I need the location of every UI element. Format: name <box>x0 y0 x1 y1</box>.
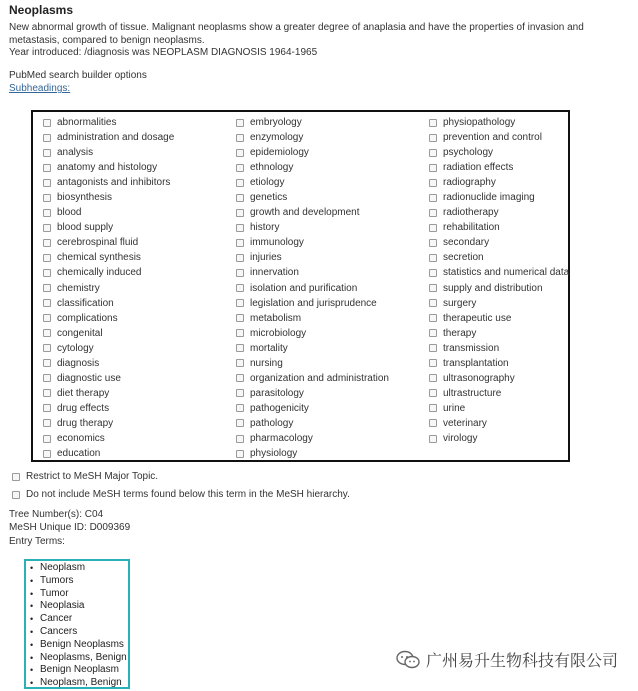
subheading-option[interactable] <box>43 235 174 250</box>
entry-term: • Neoplasm <box>40 562 128 575</box>
subheading-checkbox[interactable] <box>429 119 437 127</box>
subheading-option[interactable] <box>429 416 569 431</box>
subheading-option[interactable] <box>236 356 389 371</box>
subheading-label: biosynthesis <box>57 192 113 204</box>
subheading-label: ethnology <box>250 162 294 174</box>
subheading-label: innervation <box>250 267 299 279</box>
entry-term: • Tumors <box>40 575 128 588</box>
subheading-option[interactable] <box>236 205 389 220</box>
entry-term: • Cancers <box>40 626 128 639</box>
subheading-label: ultrasonography <box>443 372 515 384</box>
subheading-option[interactable] <box>236 175 389 190</box>
subheading-checkbox[interactable] <box>43 450 51 458</box>
subheading-option[interactable] <box>43 446 174 461</box>
subheading-label: legislation and jurisprudence <box>250 297 377 309</box>
subheading-option[interactable] <box>236 160 389 175</box>
subheading-label: epidemiology <box>250 147 309 159</box>
subheading-checkbox[interactable] <box>429 194 437 202</box>
subheading-option[interactable] <box>429 431 569 446</box>
subheading-label: congenital <box>57 327 103 339</box>
subheadings-link[interactable]: Subheadings: <box>9 83 71 94</box>
subheading-label: chemically induced <box>57 267 142 279</box>
unique-id: MeSH Unique ID: D009369 <box>9 522 131 533</box>
subheading-option[interactable] <box>236 130 389 145</box>
subheading-label: mortality <box>250 342 288 354</box>
subheading-option[interactable] <box>43 281 174 296</box>
subheadings-panel <box>31 110 570 462</box>
subheadings-column-3 <box>429 115 569 446</box>
subheading-label: transplantation <box>443 357 509 369</box>
subheading-checkbox[interactable] <box>236 329 244 337</box>
subheading-label: therapeutic use <box>443 312 512 324</box>
subheading-label: diagnostic use <box>57 372 121 384</box>
subheading-option[interactable] <box>236 281 389 296</box>
wechat-icon <box>396 650 420 670</box>
subheading-label: classification <box>57 297 114 309</box>
year-introduced: Year introduced: /diagnosis was NEOPLASM DIAGNOSIS 1964-1965 <box>9 47 318 58</box>
subheading-checkbox[interactable] <box>236 389 244 397</box>
subheading-label: blood <box>57 207 82 219</box>
subheading-label: cerebrospinal fluid <box>57 237 139 249</box>
subheading-label: education <box>57 448 101 460</box>
entry-term: • Cancer <box>40 613 128 626</box>
subheading-checkbox[interactable] <box>236 179 244 187</box>
subheading-label: nursing <box>250 357 283 369</box>
subheading-label: radionuclide imaging <box>443 192 535 204</box>
subheading-label: genetics <box>250 192 288 204</box>
subheading-checkbox[interactable] <box>43 359 51 367</box>
subheading-label: immunology <box>250 237 304 249</box>
subheading-checkbox[interactable] <box>429 359 437 367</box>
subheading-checkbox[interactable] <box>236 435 244 443</box>
subheading-label: radiation effects <box>443 162 514 174</box>
subheading-option[interactable] <box>429 311 569 326</box>
exclude-below-option[interactable] <box>12 489 350 500</box>
subheading-option[interactable] <box>43 205 174 220</box>
subheading-label: injuries <box>250 252 282 264</box>
subheading-option[interactable] <box>236 235 389 250</box>
subheading-option[interactable] <box>43 250 174 265</box>
subheading-label: analysis <box>57 147 94 159</box>
subheading-option[interactable] <box>43 160 174 175</box>
entry-term: • Neoplasm, Benign <box>40 677 128 690</box>
subheading-option[interactable] <box>43 190 174 205</box>
subheading-checkbox[interactable] <box>43 329 51 337</box>
subheading-checkbox[interactable] <box>236 209 244 217</box>
subheading-label: antagonists and inhibitors <box>57 177 171 189</box>
subheading-label: organization and administration <box>250 372 389 384</box>
subheading-label: urine <box>443 402 466 414</box>
subheading-option[interactable] <box>236 446 389 461</box>
subheading-option[interactable] <box>429 160 569 175</box>
subheading-option[interactable] <box>43 386 174 401</box>
subheading-option[interactable] <box>43 371 174 386</box>
subheading-option[interactable] <box>429 130 569 145</box>
subheading-checkbox[interactable] <box>43 209 51 217</box>
subheading-label: drug effects <box>57 402 110 414</box>
subheading-checkbox[interactable] <box>236 119 244 127</box>
subheading-label: pharmacology <box>250 433 313 444</box>
subheading-checkbox[interactable] <box>236 344 244 352</box>
subheading-label: enzymology <box>250 132 304 144</box>
subheading-option[interactable] <box>429 220 569 235</box>
subheading-checkbox[interactable] <box>43 389 51 397</box>
subheading-option[interactable] <box>236 341 389 356</box>
subheading-option[interactable] <box>429 296 569 311</box>
subheading-option[interactable] <box>43 356 174 371</box>
subheading-checkbox[interactable] <box>429 435 437 443</box>
subheading-label: transmission <box>443 342 500 354</box>
subheading-checkbox[interactable] <box>429 299 437 307</box>
subheading-option[interactable] <box>236 326 389 341</box>
subheading-label: economics <box>57 433 105 444</box>
subheading-checkbox[interactable] <box>236 269 244 277</box>
subheading-option[interactable] <box>429 386 569 401</box>
subheading-label: diagnosis <box>57 357 100 369</box>
exclude-below-label: Do not include MeSH terms found below this term in the MeSH hierarchy. <box>26 489 350 500</box>
subheading-label: surgery <box>443 297 477 309</box>
subheading-option[interactable] <box>236 250 389 265</box>
subheading-option[interactable] <box>429 190 569 205</box>
subheadings-column-1 <box>43 115 174 461</box>
subheading-label: cytology <box>57 342 94 354</box>
subheading-label: statistics and numerical data <box>443 267 570 279</box>
subheading-checkbox[interactable] <box>429 269 437 277</box>
entry-term: • Benign Neoplasm <box>40 664 128 677</box>
subheading-label: growth and development <box>250 207 360 219</box>
subheading-label: abnormalities <box>57 117 117 129</box>
subheading-label: metabolism <box>250 312 302 324</box>
exclude-below-checkbox[interactable] <box>12 491 20 499</box>
entry-term: • Neoplasia <box>40 600 128 613</box>
subheading-label: drug therapy <box>57 417 114 429</box>
subheading-option[interactable] <box>43 130 174 145</box>
subheading-label: parasitology <box>250 387 304 399</box>
subheading-label: isolation and purification <box>250 282 358 294</box>
subheading-checkbox[interactable] <box>236 404 244 412</box>
subheading-option[interactable] <box>429 326 569 341</box>
subheading-option[interactable] <box>236 311 389 326</box>
subheading-checkbox[interactable] <box>429 329 437 337</box>
subheading-option[interactable] <box>429 341 569 356</box>
restrict-major-topic-label: Restrict to MeSH Major Topic. <box>26 471 159 482</box>
subheading-option[interactable] <box>236 416 389 431</box>
subheading-option[interactable] <box>429 250 569 265</box>
subheading-option[interactable] <box>236 386 389 401</box>
subheading-label: administration and dosage <box>57 132 175 144</box>
subheading-checkbox[interactable] <box>43 269 51 277</box>
subheading-label: veterinary <box>443 417 487 429</box>
subheading-checkbox[interactable] <box>236 374 244 382</box>
subheading-option[interactable] <box>429 235 569 250</box>
subheading-label: physiopathology <box>443 117 516 129</box>
subheading-checkbox[interactable] <box>43 239 51 247</box>
subheading-option[interactable] <box>236 145 389 160</box>
subheading-checkbox[interactable] <box>43 224 51 232</box>
subheading-checkbox[interactable] <box>429 419 437 427</box>
entry-term: • Tumor <box>40 588 128 601</box>
subheading-checkbox[interactable] <box>429 344 437 352</box>
subheading-checkbox[interactable] <box>236 419 244 427</box>
subheading-label: etiology <box>250 177 285 189</box>
subheading-checkbox[interactable] <box>236 149 244 157</box>
subheading-option[interactable] <box>43 220 174 235</box>
subheading-option[interactable] <box>43 265 174 280</box>
subheading-option[interactable] <box>43 115 174 130</box>
subheading-label: physiology <box>250 448 298 460</box>
subheading-checkbox[interactable] <box>429 149 437 157</box>
subheading-option[interactable] <box>43 341 174 356</box>
watermark-text: 广州易升生物科技有限公司 <box>425 653 618 670</box>
subheading-label: pathology <box>250 417 294 429</box>
subheading-option[interactable] <box>429 356 569 371</box>
term-description: New abnormal growth of tissue. Malignant neoplasms show a greater degree of anaplasia and have the properties of invasion and metastasis, compared to benign neoplasms. <box>9 22 584 46</box>
subheading-option[interactable] <box>236 431 389 446</box>
subheading-label: embryology <box>250 117 302 129</box>
subheading-label: secondary <box>443 237 490 249</box>
subheading-option[interactable] <box>43 145 174 160</box>
subheading-option[interactable] <box>236 401 389 416</box>
subheading-checkbox[interactable] <box>236 359 244 367</box>
subheading-checkbox[interactable] <box>236 239 244 247</box>
subheading-option[interactable] <box>43 311 174 326</box>
subheading-checkbox[interactable] <box>429 404 437 412</box>
pubmed-builder-label: PubMed search builder options <box>9 70 147 81</box>
subheading-checkbox[interactable] <box>43 299 51 307</box>
subheading-checkbox[interactable] <box>43 194 51 202</box>
tree-number: Tree Number(s): C04 <box>9 509 104 520</box>
subheading-option[interactable] <box>429 401 569 416</box>
subheading-label: history <box>250 222 280 234</box>
subheading-option[interactable] <box>429 371 569 386</box>
subheading-option[interactable] <box>236 115 389 130</box>
subheading-option[interactable] <box>43 326 174 341</box>
subheading-option[interactable] <box>43 416 174 431</box>
subheading-option[interactable] <box>236 371 389 386</box>
subheading-label: ultrastructure <box>443 387 502 399</box>
subheading-label: pathogenicity <box>250 402 309 414</box>
subheading-checkbox[interactable] <box>43 404 51 412</box>
subheading-label: anatomy and histology <box>57 162 158 174</box>
subheading-checkbox[interactable] <box>43 119 51 127</box>
subheading-checkbox[interactable] <box>236 254 244 262</box>
subheading-label: diet therapy <box>57 387 110 399</box>
subheading-option[interactable] <box>429 205 569 220</box>
subheading-checkbox[interactable] <box>43 164 51 172</box>
subheading-label: rehabilitation <box>443 222 500 234</box>
subheading-label: chemical synthesis <box>57 252 141 264</box>
subheading-checkbox[interactable] <box>429 224 437 232</box>
subheading-option[interactable] <box>236 220 389 235</box>
subheading-checkbox[interactable] <box>236 284 244 292</box>
subheading-checkbox[interactable] <box>429 254 437 262</box>
subheading-checkbox[interactable] <box>236 299 244 307</box>
subheading-checkbox[interactable] <box>43 374 51 382</box>
subheading-checkbox[interactable] <box>429 239 437 247</box>
subheading-checkbox[interactable] <box>429 374 437 382</box>
watermark <box>396 648 618 671</box>
subheading-checkbox[interactable] <box>43 419 51 427</box>
restrict-major-topic-option[interactable] <box>12 471 158 482</box>
subheading-checkbox[interactable] <box>429 134 437 142</box>
subheading-option[interactable] <box>236 296 389 311</box>
subheading-checkbox[interactable] <box>43 149 51 157</box>
subheading-option[interactable] <box>429 281 569 296</box>
page-title: Neoplasms <box>9 3 74 17</box>
subheading-option[interactable] <box>43 296 174 311</box>
subheading-checkbox[interactable] <box>429 314 437 322</box>
subheading-label: complications <box>57 312 118 324</box>
entry-terms-list <box>26 562 128 690</box>
subheading-option[interactable] <box>43 431 174 446</box>
restrict-major-topic-checkbox[interactable] <box>12 473 20 481</box>
subheading-label: blood supply <box>57 222 114 234</box>
subheading-option[interactable] <box>236 190 389 205</box>
subheading-checkbox[interactable] <box>429 164 437 172</box>
subheading-checkbox[interactable] <box>236 450 244 458</box>
subheading-option[interactable] <box>429 175 569 190</box>
entry-term: • Benign Neoplasms <box>40 639 128 652</box>
subheadings-column-2 <box>236 115 389 461</box>
subheading-option[interactable] <box>429 115 569 130</box>
subheading-label: radiotherapy <box>443 207 499 219</box>
subheading-checkbox[interactable] <box>43 314 51 322</box>
entry-terms-box <box>24 559 130 689</box>
subheading-label: psychology <box>443 147 494 159</box>
subheading-checkbox[interactable] <box>236 134 244 142</box>
subheading-option[interactable] <box>429 145 569 160</box>
subheading-label: radiography <box>443 177 496 189</box>
subheading-checkbox[interactable] <box>429 284 437 292</box>
subheading-label: therapy <box>443 327 477 339</box>
subheading-option[interactable] <box>43 175 174 190</box>
subheading-checkbox[interactable] <box>236 224 244 232</box>
subheading-checkbox[interactable] <box>236 194 244 202</box>
subheading-checkbox[interactable] <box>429 179 437 187</box>
entry-terms-label: Entry Terms: <box>9 536 65 547</box>
subheading-label: secretion <box>443 252 484 264</box>
subheading-label: prevention and control <box>443 132 542 144</box>
subheading-checkbox[interactable] <box>429 209 437 217</box>
subheading-checkbox[interactable] <box>43 134 51 142</box>
subheading-option[interactable] <box>429 265 569 280</box>
subheading-checkbox[interactable] <box>236 164 244 172</box>
subheading-checkbox[interactable] <box>43 284 51 292</box>
subheading-checkbox[interactable] <box>236 314 244 322</box>
subheading-checkbox[interactable] <box>429 389 437 397</box>
subheading-label: microbiology <box>250 327 307 339</box>
subheading-checkbox[interactable] <box>43 179 51 187</box>
subheading-option[interactable] <box>236 265 389 280</box>
subheading-label: supply and distribution <box>443 282 543 294</box>
entry-term: • Neoplasms, Benign <box>40 652 128 665</box>
subheading-option[interactable] <box>43 401 174 416</box>
subheading-checkbox[interactable] <box>43 344 51 352</box>
subheading-label: virology <box>443 433 478 444</box>
subheading-checkbox[interactable] <box>43 254 51 262</box>
subheading-checkbox[interactable] <box>43 435 51 443</box>
subheading-label: chemistry <box>57 282 100 294</box>
